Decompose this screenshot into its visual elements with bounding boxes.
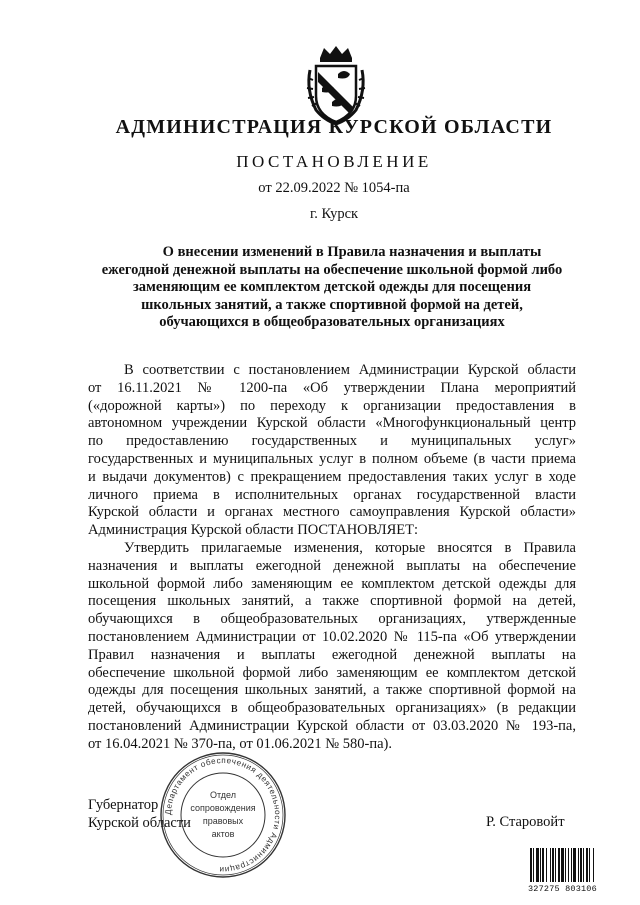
- subject-line: О внесении изменений в Правила назначения и выплаты: [162, 244, 542, 260]
- signer-position-line: Курской области: [88, 815, 191, 831]
- body-line: Утвердить прилагаемые изменения, которые вносятся в Правила: [124, 539, 576, 556]
- signer-name: Р. Старовойт: [486, 814, 565, 830]
- body-line: В соответствии с постановлением Администрации Курской области: [124, 362, 576, 378]
- body-line: государственных и муниципальных услуг в полном объеме (в части приема: [88, 450, 576, 467]
- organization-title: АДМИНИСТРАЦИЯ КУРСКОЙ ОБЛАСТИ: [115, 116, 553, 138]
- subject-line: ежегодной денежной выплаты на обеспечение школьной формой либо: [101, 261, 563, 278]
- body-line: от 16.11.2021 № 1200-па «Об утверждении Плана мероприятий: [88, 379, 576, 396]
- body-line: от 16.04.2021 № 370-па, от 01.06.2021 № 580-па).: [88, 735, 392, 752]
- body-line: автономном учреждении Курской области «Многофункциональный центр: [88, 415, 576, 432]
- document-type: ПОСТАНОВЛЕНИЕ: [236, 152, 432, 171]
- body-line: Администрация Курской области ПОСТАНОВЛЯЕТ:: [88, 522, 419, 539]
- body-line: («дорожной карты») по переходу к организации предоставления в: [88, 397, 576, 414]
- body-line: и выдачи документов) с прекращением предоставления таких услуг в ходе: [88, 468, 576, 485]
- document-body: [88, 362, 576, 754]
- stamp-line: сопровождения: [190, 803, 256, 813]
- barcode-icon: [530, 848, 612, 888]
- body-line: по предоставлению государственных и муниципальных услуг»: [88, 433, 576, 450]
- document-city: г. Курск: [309, 206, 359, 222]
- stamp-line: актов: [211, 829, 235, 839]
- body-line: школьной формой либо заменяющим ее комплектом детской одежды для: [88, 575, 576, 592]
- svg-text:Департамент обеспечения деятел: [164, 756, 282, 874]
- body-line: назначения и выплаты ежегодной денежной выплаты на обеспечение: [88, 557, 576, 574]
- signer-position-line: Губернатор: [88, 797, 159, 813]
- body-line: постановлений Администрации Курской области от 03.03.2020 № 193-па,: [88, 717, 576, 734]
- body-line: одежды для посещения школьных занятий, а также спортивной формой на: [88, 682, 576, 699]
- body-line: постановлением Администрации от 10.02.2020 № 115-па «Об утверждении: [88, 628, 576, 645]
- stamp-line: Отдел: [209, 790, 237, 800]
- subject-line: заменяющим ее комплектом детской одежды для посещения: [132, 279, 532, 295]
- document-number: от 22.09.2022 № 1054-па: [258, 180, 410, 196]
- stamp-line: правовых: [202, 816, 244, 826]
- body-line: Курской области и органах местного самоуправления Курской области»: [88, 504, 576, 521]
- coat-of-arms-icon: [302, 44, 370, 126]
- body-line: детей, обучающихся в общеобразовательных организациях» (в редакции: [88, 700, 576, 717]
- body-line: обучающихся в общеобразовательных организациях, утвержденные: [88, 611, 576, 628]
- barcode-digits: 327275 803106: [528, 884, 597, 894]
- subject-line: школьных занятий, а также спортивной формой на детей,: [141, 296, 523, 313]
- body-line: личного приема в исполнительных органах государственной власти: [88, 486, 576, 503]
- body-line: посещения школьных занятий, а также спортивной формой на детей,: [88, 593, 576, 610]
- body-line: Правил назначения и выплаты ежегодной денежной выплаты на: [88, 646, 576, 663]
- body-line: обеспечение школьной формой либо заменяющим ее комплектом детской: [88, 664, 576, 681]
- document-subject: [88, 244, 576, 332]
- subject-line: обучающихся в общеобразовательных организациях: [159, 314, 505, 330]
- department-stamp: [158, 750, 288, 880]
- stamp-ring-text: Департамент обеспечения деятельности Администрации: [163, 755, 283, 875]
